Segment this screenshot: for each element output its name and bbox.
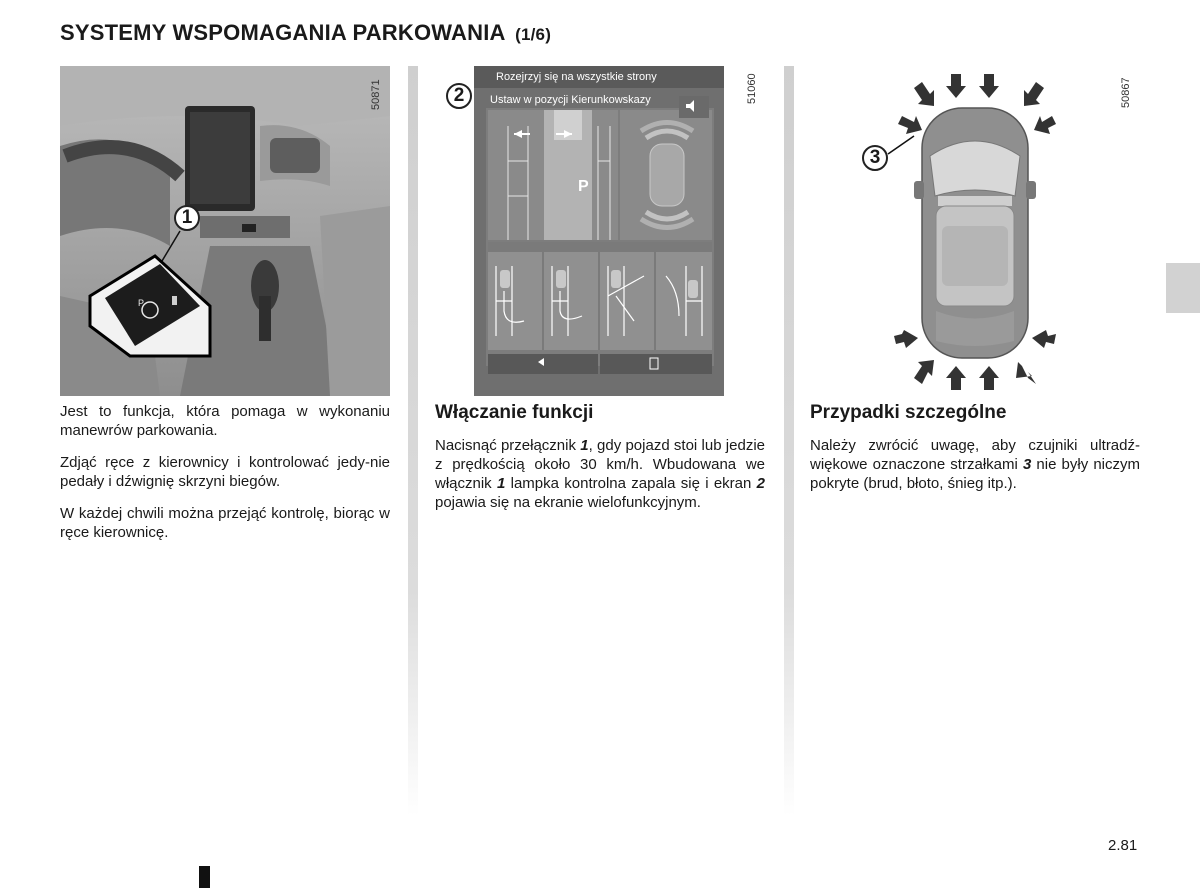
callout-3: 3 [862, 145, 888, 171]
svg-text:P: P [138, 298, 145, 308]
callout-1: 1 [174, 205, 200, 231]
page-title [60, 20, 551, 46]
figure-ref-code-3: 50867 [1120, 77, 1132, 108]
col3-heading: Przypadki szczególne [810, 402, 1007, 423]
parking-p-label: P [578, 178, 589, 195]
dashboard-illustration [60, 66, 390, 396]
column-divider-2 [784, 66, 794, 816]
column-divider-1 [408, 66, 418, 816]
page-number: 2.81 [1108, 837, 1138, 854]
figure-car-sensors [850, 66, 1100, 396]
col1-paragraph-2: Zdjąć ręce z kierownicy i kontrolować jedy-nie pedały i dźwignię skrzyni biegów. [60, 454, 390, 490]
column-2-text [435, 402, 765, 525]
figure-park-assist-screen [474, 66, 724, 396]
screen-line-2: Ustaw w pozycji Kierunkowskazy [490, 94, 651, 106]
callout-2: 2 [446, 83, 472, 109]
column-1-text [60, 402, 390, 555]
park-assist-screen-illustration [474, 66, 724, 396]
col2-text-c: lampka kontrolna zapala się i ekran [505, 475, 757, 492]
col1-paragraph-3: W każdej chwili można przejąć kontrolę, biorąc w ręce kierownicę. [60, 505, 390, 541]
col2-text-a: Nacisnąć przełącznik [435, 437, 581, 454]
col2-ref-3: 2 [756, 475, 765, 492]
figure-dashboard-switch [60, 66, 390, 396]
screen-line-1: Rozejrzyj się na wszystkie strony [496, 71, 657, 83]
col2-ref-2: 1 [496, 475, 506, 492]
car-sensors-illustration [850, 66, 1100, 396]
col3-text-b: nie były niczym pokryte (brud, błoto, śnieg itp.). [810, 456, 1140, 492]
col2-text-d: pojawia się na ekranie wielofunkcyjnym. [435, 494, 701, 511]
col3-ref: 3 [1022, 456, 1032, 473]
col2-heading: Włączanie funkcji [435, 402, 594, 423]
title-part: (1/6) [515, 25, 552, 44]
car-body [914, 108, 1036, 358]
column-3-text [810, 402, 1140, 506]
title-main: SYSTEMY WSPOMAGANIA PARKOWANIA [60, 20, 505, 45]
col2-text-b: , gdy pojazd stoi lub jedzie z prędkością około 30 km/h. Wbudowana we włącznik [435, 437, 765, 492]
col1-paragraph-1: Jest to funkcja, która pomaga w wykonaniu manewrów parkowania. [60, 403, 390, 439]
col2-ref-1: 1 [580, 437, 589, 454]
col3-paragraph-1 [810, 436, 1140, 493]
col2-paragraph-1 [435, 436, 765, 512]
crop-mark [199, 866, 210, 888]
figure-ref-code-2: 51060 [746, 73, 758, 104]
chapter-tab [1166, 263, 1200, 313]
figure-ref-code-1: 50871 [370, 79, 382, 110]
col3-text-a: Należy zwrócić uwagę, aby czujniki ultradź-więkowe oznaczone strzałkami [810, 437, 1140, 473]
